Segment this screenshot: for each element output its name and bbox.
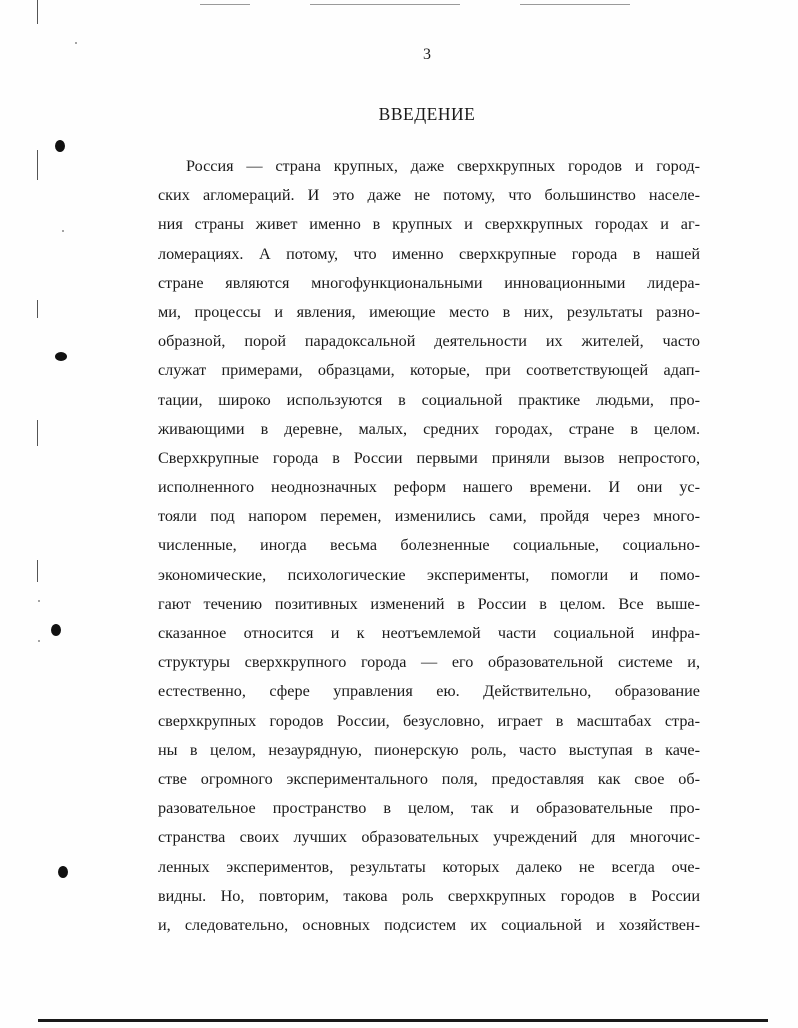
- text-line: экономические, психологические эксперименты, помогли и помо-: [158, 565, 700, 584]
- text-line: живающими в деревне, малых, средних городах, стране в целом.: [158, 419, 700, 438]
- scan-bottom-edge: [38, 1019, 768, 1022]
- binder-hole-3: [51, 624, 61, 636]
- body-text: [158, 152, 700, 940]
- scan-margin-line-1: [37, 0, 38, 24]
- text-line: естественно, сфере управления ею. Действительно, образование: [158, 682, 700, 701]
- text-line: исполненного неоднозначных реформ нашего времени. И они ус-: [158, 478, 700, 497]
- text-line: ны в целом, незаурядную, пионерскую роль, часто выступая в каче-: [158, 740, 700, 759]
- text-line: Россия — страна крупных, даже сверхкрупных городов и город-: [186, 157, 700, 175]
- scan-artifact-top-3: [520, 4, 630, 5]
- text-line: ми, процессы и явления, имеющие место в них, результаты разно-: [158, 302, 700, 321]
- scan-margin-line-5: [37, 560, 38, 582]
- scan-speck: [38, 640, 40, 642]
- scan-speck: [38, 600, 40, 602]
- text-line: видны. Но, повторим, такова роль сверхкрупных городов в России: [158, 886, 700, 905]
- text-line: сказанное относится и к неотъемлемой части социальной инфра-: [158, 624, 700, 642]
- text-line: структуры сверхкрупного города — его образовательной системе и,: [158, 653, 700, 672]
- text-line: тации, широко используются в социальной практике людьми, про-: [158, 390, 700, 409]
- scan-margin-line-3: [37, 300, 38, 318]
- scan-speck: [62, 230, 64, 232]
- text-line: стране являются многофункциональными инновационными лидера-: [158, 273, 700, 292]
- scan-margin-line-2: [37, 150, 38, 180]
- text-line: тояли под напором перемен, изменились сами, пройдя через много-: [158, 507, 700, 526]
- page-number: 3: [423, 46, 431, 63]
- text-line: ломерациях. А потому, что именно сверхкрупные города в нашей: [158, 244, 700, 263]
- text-line: странства своих лучших образовательных учреждений для многочис-: [158, 828, 700, 847]
- binder-hole-2: [55, 352, 67, 361]
- text-line: гают течению позитивных изменений в России в целом. Все выше-: [158, 594, 700, 613]
- scan-speck: [75, 42, 77, 44]
- text-line: сверхкрупных городов России, безусловно, играет в масштабах стра-: [158, 711, 700, 730]
- text-line: Сверхкрупные города в России первыми приняли вызов непростого,: [158, 448, 700, 467]
- text-line: разовательное пространство в целом, так и образовательные про-: [158, 799, 700, 818]
- text-line: образной, порой парадоксальной деятельности их жителей, часто: [158, 332, 700, 351]
- scan-artifact-top-1: [200, 4, 250, 5]
- text-line: ленных экспериментов, результаты которых далеко не всегда оче-: [158, 857, 700, 876]
- scan-artifact-top-2: [310, 4, 460, 5]
- text-line: и, следовательно, основных подсистем их социальной и хозяйствен-: [158, 915, 700, 934]
- scan-margin-line-4: [37, 420, 38, 446]
- binder-hole-4: [58, 866, 68, 878]
- text-line: служат примерами, образцами, которые, при соответствующей адап-: [158, 361, 700, 380]
- text-line: стве огромного экспериментального поля, предоставляя как свое об-: [158, 769, 700, 788]
- text-line: ских агломераций. И это даже не потому, что большинство населе-: [158, 186, 700, 205]
- text-line: ния страны живет именно в крупных и сверхкрупных городах и аг-: [158, 215, 700, 234]
- page-title: ВВЕДЕНИЕ: [378, 104, 476, 124]
- text-line: численные, иногда весьма болезненные социальные, социально-: [158, 536, 700, 555]
- binder-hole-1: [55, 140, 65, 152]
